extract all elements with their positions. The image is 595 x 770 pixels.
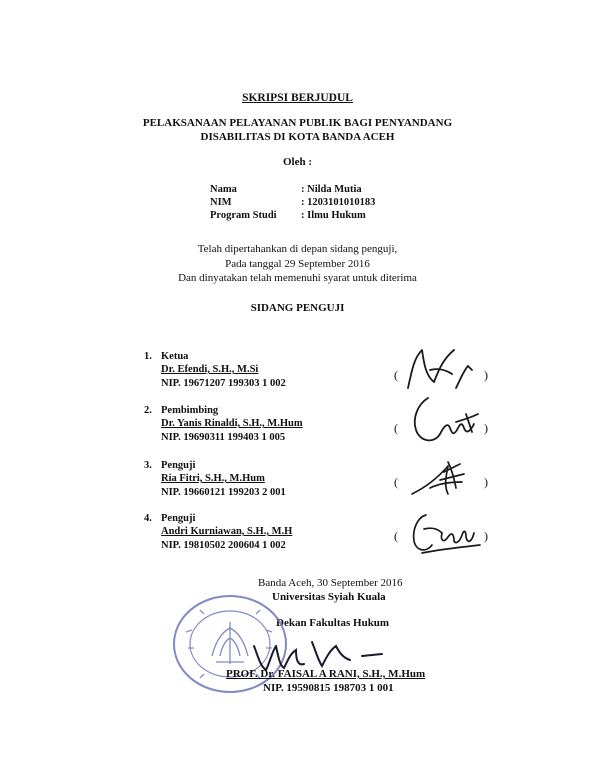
paren-close: ) xyxy=(484,421,488,435)
info-value-nama: : Nilda Mutia xyxy=(301,184,362,195)
paren-open: ( xyxy=(394,529,398,543)
paren-open: ( xyxy=(394,421,398,435)
oleh-label: Oleh : xyxy=(282,156,313,168)
examiner-nip: NIP. 19671207 199303 1 002 xyxy=(161,378,286,389)
examiner-number: 4. xyxy=(144,513,152,524)
examiner-role: Penguji xyxy=(161,513,196,524)
examiner-name: Ria Fitri, S.H., M.Hum xyxy=(161,473,265,484)
info-label-nim: NIM xyxy=(210,197,232,208)
thesis-title-line-2: DISABILITAS DI KOTA BANDA ACEH xyxy=(200,131,395,143)
committee-heading: SIDANG PENGUJI xyxy=(250,302,345,314)
university-name: Universitas Syiah Kuala xyxy=(272,591,386,603)
examiner-number: 1. xyxy=(144,351,152,362)
signature-examiner-2 xyxy=(400,392,490,452)
place-date: Banda Aceh, 30 September 2016 xyxy=(258,577,403,589)
statement-line-2: Pada tanggal 29 September 2016 xyxy=(225,258,370,270)
examiner-name: Andri Kurniawan, S.H., M.H xyxy=(161,526,293,537)
signature-examiner-3 xyxy=(404,454,484,504)
thesis-title-line-1: PELAKSANAAN PELAYANAN PUBLIK BAGI PENYANDANG xyxy=(142,117,453,129)
paren-close: ) xyxy=(484,475,488,489)
examiner-nip: NIP. 19690311 199403 1 005 xyxy=(161,432,286,443)
paren-close: ) xyxy=(484,368,488,382)
info-label-prodi: Program Studi xyxy=(210,210,277,221)
document-heading: SKRIPSI BERJUDUL xyxy=(242,92,353,104)
examiner-role: Pembimbing xyxy=(161,405,219,416)
dean-nip: NIP. 19590815 198703 1 001 xyxy=(263,682,394,694)
info-value-nim: : 1203101010183 xyxy=(301,197,376,208)
info-label-nama: Nama xyxy=(210,184,237,195)
paren-open: ( xyxy=(394,475,398,489)
paren-close: ) xyxy=(484,529,488,543)
dean-name: PROF. Dr. FAISAL A RANI, S.H., M.Hum xyxy=(226,668,426,680)
dean-title: Dekan Fakultas Hukum xyxy=(276,617,390,629)
info-value-prodi: : Ilmu Hukum xyxy=(301,210,366,221)
statement-line-1: Telah dipertahankan di depan sidang penguji, xyxy=(197,243,398,255)
signature-examiner-4 xyxy=(402,505,492,560)
statement-line-3: Dan dinyatakan telah memenuhi syarat untuk diterima xyxy=(178,272,417,284)
examiner-name: Dr. Yanis Rinaldi, S.H., M.Hum xyxy=(161,418,303,429)
examiner-role: Penguji xyxy=(161,460,196,471)
examiner-nip: NIP. 19810502 200604 1 002 xyxy=(161,540,286,551)
examiner-nip: NIP. 19660121 199203 2 001 xyxy=(161,487,286,498)
paren-open: ( xyxy=(394,368,398,382)
examiner-number: 2. xyxy=(144,405,152,416)
signature-examiner-1 xyxy=(398,340,488,395)
examiner-name: Dr. Efendi, S.H., M.Si xyxy=(161,364,259,375)
examiner-role: Ketua xyxy=(161,351,189,362)
examiner-number: 3. xyxy=(144,460,152,471)
